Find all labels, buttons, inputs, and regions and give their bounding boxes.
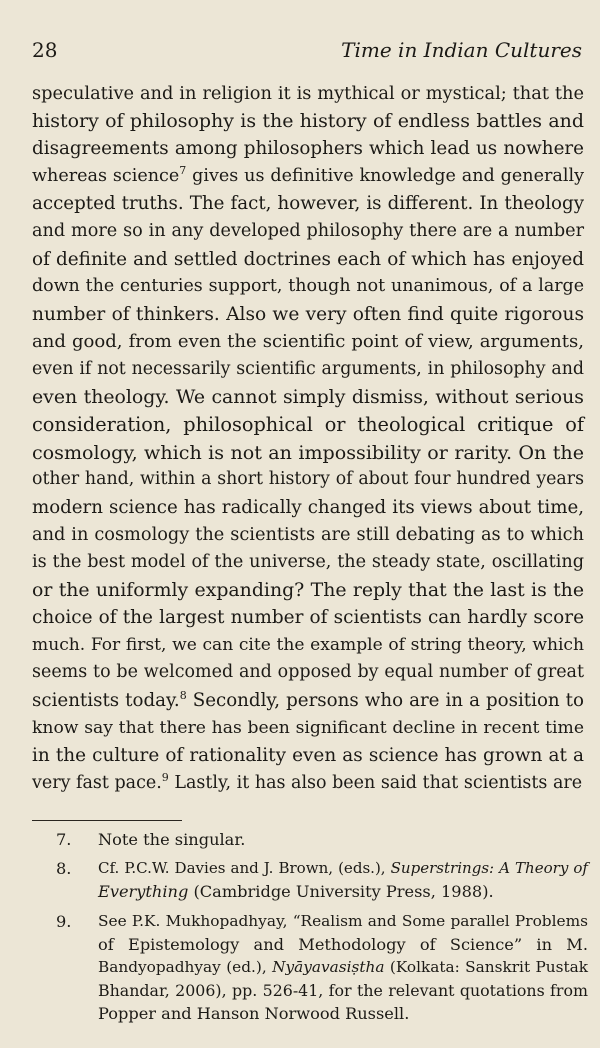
body-line: or the uniformly expanding? The reply that the last is the [32,578,584,601]
body-line: and in cosmology the scientists are still debating as to which [32,524,584,545]
body-line: disagreements among philosophers which lead us nowhere [32,138,584,160]
footnote-line: Popper and Hanson Norwood Russell. [98,1004,410,1024]
body-line: other hand, within a short history of about four hundred years [32,469,584,490]
footnote-number: 7. [56,830,72,849]
body-line: whereas science$^7$ gives us definitive knowledge and generally [32,163,584,186]
body-line: and good, from even the scientific point of view, arguments, [32,331,584,353]
footnote-text: Note the singular. [98,830,246,849]
body-line: accepted truths. The fact, however, is different. In theology [32,193,584,215]
body-line: down the centuries support, though not unanimous, of a large [32,276,584,297]
body-line: know say that there has been significant decline in recent time [32,717,584,738]
footnote-book-title: Nyāyavasiṣtha [272,958,385,977]
body-line: speculative and in religion it is mythical or mystical; that the [32,83,584,104]
body-line: scientists today.$^8$ Secondly, persons who are in a position to [32,688,584,712]
footnote-line [98,857,588,880]
footnote-line: of Epistemology and Methodology of Science” in M. [98,934,588,954]
body-line: choice of the largest number of scientists can hardly score [32,607,584,629]
running-title: Time in Indian Cultures [341,38,582,62]
body-line: number of thinkers. Also we very often find quite rigorous [32,303,584,325]
footnote-marker: 8 [179,688,187,702]
footnote-number: 9. [56,911,72,931]
footnote-text: Cf. P.C.W. Davies and J. Brown, (eds.), [98,859,391,878]
body-line: consideration, philosophical or theological critique of [32,413,584,437]
body-line: history of philosophy is the history of endless battles and [32,109,584,132]
footnote-book-title: Everything [98,882,189,902]
body-line: even if not necessarily scientific arguments, in philosophy and [32,358,584,379]
body-line: of definite and settled doctrines each of which has enjoyed [32,248,584,270]
footnote-marker: 7 [179,163,187,177]
footnotes [56,828,588,1032]
footnote-7 [56,828,588,851]
footnote-marker: 9 [161,771,169,785]
footnote-text: Bandyopadhyay (ed.), [98,958,273,977]
footnote-line: See P.K. Mukhopadhyay, “Realism and Some parallel Problems [98,911,588,930]
body-line: much. For first, we can cite the example of string theory, which [32,634,584,655]
footnote-9 [56,910,588,1026]
body-line: and more so in any developed philosophy there are a number [32,220,584,241]
page-number: 28 [32,38,58,62]
body-text [32,80,600,797]
footnote-number: 8. [56,859,72,879]
footnote-line [98,880,588,903]
footnote-line [98,956,588,979]
body-line: in the culture of rationality even as science has grown at a [32,745,584,767]
body-line: modern science has radically changed its views about time, [32,496,584,518]
footnote-rule [32,820,182,821]
body-line: very fast pace.$^9$ Lastly, it has also been said that scientists are [32,771,583,793]
body-line: seems to be welcomed and opposed by equal number of great [32,662,584,683]
footnote-book-title: Superstrings: A Theory of [390,859,588,878]
footnote-text: (Cambridge University Press, 1988). [188,882,494,902]
footnote-text: (Kolkata: Sanskrit Pustak [384,958,589,977]
footnote-8 [56,857,588,903]
footnote-line: Bhandar, 2006), pp. 526-41, for the relevant quotations from [98,981,588,1001]
body-line: cosmology, which is not an impossibility or rarity. On the [32,440,584,464]
body-line: is the best model of the universe, the steady state, oscillating [32,552,584,573]
body-line: even theology. We cannot simply dismiss, without serious [32,385,584,408]
running-header [32,38,582,62]
